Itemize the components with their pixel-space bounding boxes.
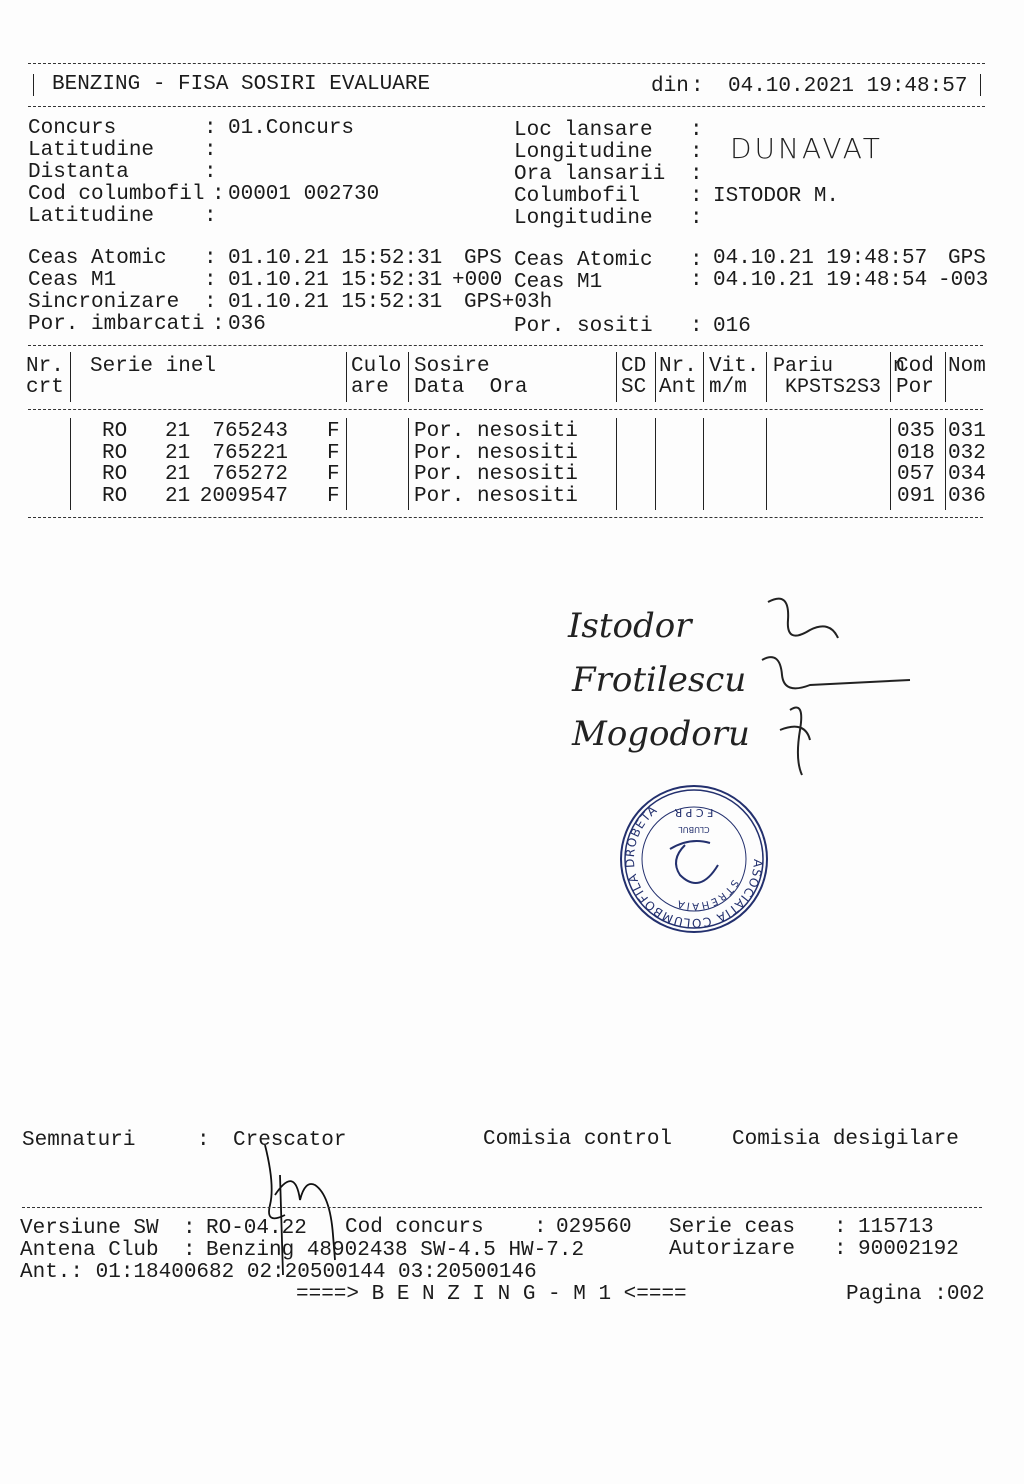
nom: 031 <box>948 420 986 443</box>
arrival-status: Por. nesositi <box>414 463 578 486</box>
divider <box>22 1207 982 1208</box>
ring-year: 21 <box>165 441 191 465</box>
por-sositi-label: Por. sositi <box>514 315 653 338</box>
divider <box>766 352 767 402</box>
colon: : <box>534 1216 547 1239</box>
header-cdsc: CD <box>621 355 647 378</box>
header-culoare: are <box>351 376 389 399</box>
header-cod: Por <box>896 376 934 399</box>
ceas-m1-value: 04.10.21 19:48:54 <box>713 269 928 292</box>
header-vit: Vit. <box>709 355 760 378</box>
cod-concurs-label: Cod concurs <box>345 1216 484 1239</box>
divider <box>703 418 704 510</box>
header-pariu: KPSTS2S3 <box>773 376 882 399</box>
stamp-inner-text: STREHAIA <box>674 877 741 912</box>
colon: : <box>197 1129 210 1152</box>
colon: : <box>690 249 703 272</box>
colon: : <box>690 185 703 208</box>
divider <box>70 418 71 510</box>
nom: 032 <box>948 441 986 465</box>
colon: : <box>183 1217 196 1240</box>
ceas-atomic-suffix: GPS <box>948 247 986 270</box>
comisia-desigilare-label: Comisia desigilare <box>732 1128 959 1151</box>
colon: : <box>690 207 703 230</box>
ceas-atomic-value: 04.10.21 19:48:57 <box>713 247 928 270</box>
ora-lansarii-label: Ora lansarii <box>514 163 666 186</box>
colon: : <box>204 205 217 228</box>
divider <box>346 418 347 510</box>
stamp-bottom-text: F C P R <box>674 806 714 819</box>
serie-ceas-value: 115713 <box>858 1216 934 1239</box>
ceas-m1-label: Ceas M1 <box>514 271 603 294</box>
sex: F <box>327 420 340 443</box>
ring-number: 2009547 <box>199 484 288 508</box>
header-nr: crt <box>26 376 64 399</box>
serie-ceas-label: Serie ceas <box>669 1216 796 1239</box>
cod-por: 091 <box>897 484 935 508</box>
divider <box>408 352 409 402</box>
crescator-label: Crescator <box>233 1129 347 1152</box>
ring-year: 21 <box>165 463 191 486</box>
header-cdsc: SC <box>621 376 647 399</box>
comisia-control-label: Comisia control <box>483 1128 673 1151</box>
divider <box>70 352 71 402</box>
signature-scribbles <box>750 590 930 780</box>
cod-columbofil-label: Cod columbofil <box>28 183 205 206</box>
arrival-status: Por. nesositi <box>414 420 578 443</box>
divider <box>28 345 983 346</box>
sincronizare-label: Sincronizare <box>28 291 180 314</box>
sex: F <box>327 484 340 508</box>
cod-por: 018 <box>897 441 935 465</box>
header-nr: Nr. <box>26 355 64 378</box>
divider <box>980 74 981 96</box>
divider <box>408 418 409 510</box>
colon: : <box>204 117 217 140</box>
header-vit: m/m <box>709 376 747 399</box>
ring-country: RO <box>102 484 128 508</box>
ceas-atomic-label: Ceas Atomic <box>514 249 653 272</box>
ring-number: 765243 <box>212 420 288 443</box>
semnaturi-label: Semnaturi <box>22 1129 136 1152</box>
sex: F <box>327 463 340 486</box>
header-sosire: Data Ora <box>414 376 528 399</box>
header-cod: Cod <box>896 355 934 378</box>
autorizare-label: Autorizare <box>669 1238 796 1261</box>
ceas-m1-suffix: -003 <box>938 269 989 292</box>
columbofil-value: ISTODOR M. <box>713 185 840 208</box>
colon: : <box>691 75 704 98</box>
cod-columbofil-value: 00001 002730 <box>228 183 380 206</box>
distanta-label: Distanta <box>28 161 129 184</box>
handwritten-name: Istodor <box>568 606 692 646</box>
cod-por: 057 <box>897 463 935 486</box>
divider <box>890 418 891 510</box>
ceas-atomic-label: Ceas Atomic <box>28 247 167 270</box>
nom: 036 <box>948 484 986 508</box>
colon: : <box>204 269 217 292</box>
colon: : <box>212 313 225 336</box>
colon: : <box>690 141 703 164</box>
colon: : <box>834 1238 847 1261</box>
ring-country: RO <box>102 420 128 443</box>
autorizare-value: 90002192 <box>858 1238 959 1261</box>
antena-value: Benzing 48902438 SW-4.5 HW-7.2 <box>206 1239 585 1262</box>
colon: : <box>690 269 703 292</box>
header-nom: Nom <box>948 355 986 378</box>
colon: : <box>204 291 217 314</box>
longitudine-label: Longitudine <box>514 141 653 164</box>
divider <box>28 517 983 518</box>
colon: : <box>204 139 217 162</box>
header-pariu: Pariu n <box>773 355 906 378</box>
sincronizare-value: 01.10.21 15:52:31 <box>228 291 443 314</box>
ceas-m1-label: Ceas M1 <box>28 269 117 292</box>
por-sositi-value: 016 <box>713 315 751 338</box>
divider <box>655 418 656 510</box>
divider <box>945 418 946 510</box>
ring-number: 765272 <box>212 463 288 486</box>
ring-country: RO <box>102 463 128 486</box>
ring-year: 21 <box>165 484 191 508</box>
ceas-m1-value: 01.10.21 15:52:31 <box>228 269 443 292</box>
nom: 034 <box>948 463 986 486</box>
header-sosire: Sosire <box>414 355 490 378</box>
divider <box>655 352 656 402</box>
colon: : <box>204 247 217 270</box>
latitudine-label: Latitudine <box>28 205 155 228</box>
ring-year: 21 <box>165 420 191 443</box>
antena-label: Antena Club <box>20 1239 159 1262</box>
colon: : <box>690 163 703 186</box>
date-label: din <box>651 75 689 98</box>
sex: F <box>327 441 340 465</box>
antennas-line: Ant.: 01:18400682 02:20500144 03:20500146 <box>20 1261 537 1284</box>
ceas-m1-suffix: +000 <box>452 269 503 292</box>
ring-country: RO <box>102 441 128 465</box>
arrival-status: Por. nesositi <box>414 441 578 465</box>
por-imbarcati-label: Por. imbarcati <box>28 313 205 336</box>
club-stamp <box>618 783 770 935</box>
colon: : <box>212 183 225 206</box>
header-nrant: Nr. <box>659 355 697 378</box>
colon: : <box>183 1239 196 1262</box>
stamp-club-text: CLUBUL <box>678 825 710 834</box>
latitudine-label: Latitudine <box>28 139 155 162</box>
stamp-outer-text: ASOCIATIA COLUMBOFILA DROBETA <box>622 802 766 931</box>
page-title: BENZING - FISA SOSIRI EVALUARE <box>52 73 431 96</box>
colon: : <box>834 1216 847 1239</box>
header-nrant: Ant <box>659 376 697 399</box>
concurs-value: 01.Concurs <box>228 117 355 140</box>
longitudine-label: Longitudine <box>514 207 653 230</box>
handwritten-name: Mogodoru <box>572 714 750 754</box>
divider <box>945 352 946 402</box>
versiune-value: RO-04.22 <box>206 1217 307 1240</box>
benzing-banner: ====> B E N Z I N G - M 1 <==== <box>296 1283 687 1306</box>
handwritten-name: Frotilescu <box>572 660 747 700</box>
page-number: Pagina :002 <box>846 1283 985 1306</box>
cod-concurs-value: 029560 <box>556 1216 632 1239</box>
colon: : <box>204 161 217 184</box>
arrival-status: Por. nesositi <box>414 484 578 508</box>
ceas-atomic-suffix: GPS <box>464 247 502 270</box>
divider <box>346 352 347 402</box>
columbofil-label: Columbofil <box>514 185 641 208</box>
divider <box>28 63 985 64</box>
divider <box>616 418 617 510</box>
divider <box>616 352 617 402</box>
divider <box>766 418 767 510</box>
ceas-atomic-value: 01.10.21 15:52:31 <box>228 247 443 270</box>
sincronizare-suffix: GPS+03h <box>464 291 553 314</box>
concurs-label: Concurs <box>28 117 117 140</box>
colon: : <box>690 315 703 338</box>
divider <box>28 409 983 410</box>
cod-por: 035 <box>897 420 935 443</box>
colon: : <box>690 119 703 142</box>
header-serie: Serie inel <box>90 355 217 378</box>
ring-number: 765221 <box>212 441 288 465</box>
divider <box>28 106 985 107</box>
loc-lansare-handwritten: DUNAVAT <box>730 132 883 165</box>
date-value: 04.10.2021 19:48:57 <box>728 75 968 98</box>
header-culoare: Culo <box>351 355 402 378</box>
por-imbarcati-value: 036 <box>228 313 266 336</box>
divider <box>33 74 34 96</box>
divider <box>703 352 704 402</box>
loc-lansare-label: Loc lansare <box>514 119 653 142</box>
versiune-label: Versiune SW <box>20 1217 159 1240</box>
